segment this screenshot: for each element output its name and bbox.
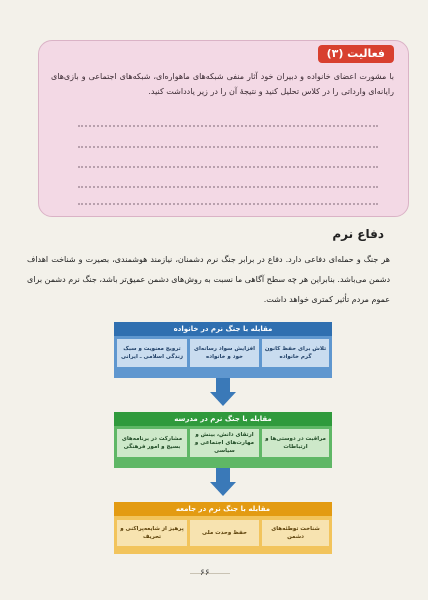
- answer-line[interactable]: [78, 123, 378, 127]
- answer-line[interactable]: [78, 164, 378, 168]
- family-band-title: مقابله با جنگ نرم در خانواده: [114, 322, 332, 336]
- activity-text: با مشورت اعضای خانواده و دبیران خود آثار منفی شبکه‌های ماهواره‌ای، شبکه‌های اجتماعی و بازی‌های رایانه‌ای وارداتی را در کلاس تحلیل کنید و نتیجهٔ آن را در زیر یادداشت کنید.: [51, 72, 394, 96]
- soft-war-defense-diagram: [114, 322, 332, 554]
- arrow-down-icon: [210, 392, 236, 406]
- society-band-title: مقابله با جنگ نرم در جامعه: [114, 502, 332, 516]
- family-item: افزایش سواد رسانه‌ای خود و خانواده: [190, 339, 259, 367]
- arrow-down-icon: [216, 468, 230, 482]
- school-item: مراقبت در دوستی‌ها و ارتباطات: [262, 429, 329, 457]
- family-item: تلاش برای حفظ کانون گرم خانواده: [262, 339, 329, 367]
- school-item: مشارکت در برنامه‌های بسیج و امور فرهنگی: [117, 429, 187, 457]
- family-item: ترویج معنویت و سبک زندگی اسلامی ـ ایرانی: [117, 339, 187, 367]
- society-item: حفظ وحدت ملی: [190, 520, 259, 546]
- page-number-divider: [190, 573, 230, 574]
- activity-box: [38, 40, 409, 217]
- answer-line[interactable]: [78, 184, 378, 188]
- society-item: شناخت توطئه‌های دشمن: [262, 520, 329, 546]
- answer-line[interactable]: [78, 201, 378, 205]
- section-body: هر جنگ و حمله‌ای دفاعی دارد. دفاع در برابر جنگ نرم دشمنان، نیازمند هوشمندی، بصیرت و شناخت اهداف دشمن می‌باشد. بنابراین هر چه سطح آگاهی ما نسبت به روش‌های دشمن عمیق‌تر باشد، جنگ نرم دشمن برای عموم مردم تأثیر کمتری خواهد داشت.: [27, 255, 390, 304]
- society-item: پرهیز از شایعه‌پراکنی و تحریف: [117, 520, 187, 546]
- arrow-down-icon: [210, 482, 236, 496]
- answer-line[interactable]: [78, 144, 378, 148]
- activity-title: فعالیت (۳): [318, 45, 394, 63]
- section-title: دفاع نرم: [332, 227, 384, 241]
- page-number: ۶۶: [200, 568, 210, 578]
- school-band-title: مقابله با جنگ نرم در مدرسه: [114, 412, 332, 426]
- arrow-down-icon: [216, 378, 230, 392]
- school-item: ارتقای دانش، بینش و مهارت‌های اجتماعی و سیاسی: [190, 429, 259, 457]
